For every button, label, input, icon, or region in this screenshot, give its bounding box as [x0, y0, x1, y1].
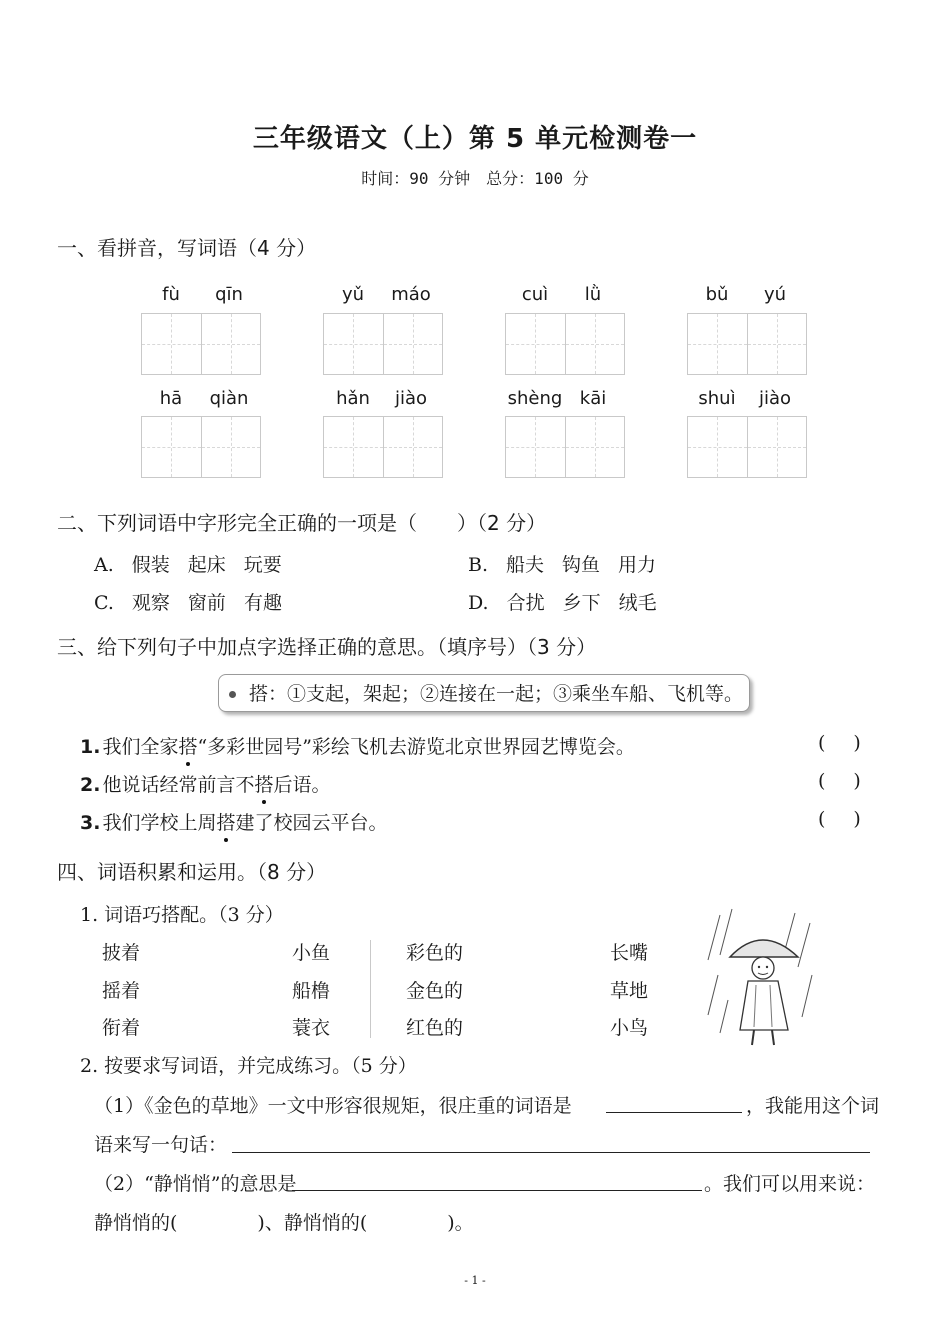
column-divider [370, 940, 371, 1038]
word-col2-2: 蓑衣 [292, 1017, 331, 1039]
tianzige-cell[interactable] [506, 314, 566, 374]
pinyin-syllable: bǔ [705, 284, 729, 305]
tianzige-cell[interactable] [384, 314, 443, 374]
child-in-rain-illustration [700, 905, 825, 1050]
option-b: B. 船夫 钩鱼 用力 [468, 554, 657, 576]
tianzige-cell[interactable] [688, 314, 748, 374]
tianzige-cell[interactable] [142, 417, 202, 477]
word-col4-2: 小鸟 [610, 1017, 649, 1039]
pinyin-syllable: lǜ [584, 284, 602, 305]
answer-blank-meaning[interactable] [292, 1190, 702, 1191]
word-col1-0: 披着 [102, 942, 141, 964]
pinyin-syllable: kāi [579, 388, 607, 409]
part2-heading: 2. 按要求写词语，并完成练习。（5 分） [80, 1055, 417, 1077]
pinyin-syllable: máo [391, 284, 431, 305]
tianzige-box[interactable] [687, 416, 807, 478]
pinyin-syllable: hā [159, 388, 183, 409]
question-1: 1. 我们全家搭“多彩世园号”彩绘飞机去游览北京世界园艺博览会。 [80, 736, 635, 758]
pinyin-syllable: jiào [758, 388, 792, 409]
word-col1-1: 摇着 [102, 980, 141, 1002]
tianzige-cell[interactable] [748, 314, 807, 374]
pinyin-syllable: cuì [521, 284, 549, 305]
dotted-char: 搭 [178, 736, 198, 758]
question-3: 3. 我们学校上周搭建了校园云平台。 [80, 812, 388, 834]
word-col2-0: 小鱼 [292, 942, 331, 964]
tianzige-box[interactable] [323, 313, 443, 375]
answer-blank-word[interactable] [606, 1112, 742, 1113]
pinyin-syllable: jiào [394, 388, 428, 409]
pinyin-syllable: qīn [215, 284, 243, 305]
tianzige-cell[interactable] [506, 417, 566, 477]
part2-q2-fill: 静悄悄的( )、静悄悄的( )。 [94, 1212, 474, 1234]
pinyin-syllable: yú [763, 284, 787, 305]
tianzige-box[interactable] [141, 416, 261, 478]
tianzige-cell[interactable] [566, 417, 625, 477]
word-col3-1: 金色的 [406, 980, 464, 1002]
part2-q1-text-c: 语来写一句话： [94, 1134, 228, 1156]
part2-q1-text-b: ，我能用这个词 [746, 1095, 880, 1117]
tianzige-box[interactable] [141, 313, 261, 375]
section3-heading: 三、给下列句子中加点字选择正确的意思。（填序号）（3 分） [57, 635, 597, 659]
pinyin-syllable: shuì [698, 388, 736, 409]
option-c: C. 观察 窗前 有趣 [94, 592, 282, 614]
tianzige-cell[interactable] [384, 417, 443, 477]
question-2: 2. 他说话经常前言不搭后语。 [80, 774, 331, 796]
tianzige-box[interactable] [687, 313, 807, 375]
tianzige-cell[interactable] [748, 417, 807, 477]
pinyin-syllable: hǎn [336, 388, 370, 409]
word-col3-2: 红色的 [406, 1017, 464, 1039]
section1-heading: 一、看拼音，写词语（4 分） [57, 236, 317, 260]
tianzige-box[interactable] [505, 313, 625, 375]
part2-q1-text: （1）《金色的草地》一文中形容很规矩，很庄重的词语是 [94, 1095, 572, 1117]
tianzige-cell[interactable] [142, 314, 202, 374]
answer-paren-2[interactable]: () [818, 770, 889, 792]
word-col1-2: 衔着 [102, 1017, 141, 1039]
tianzige-cell[interactable] [202, 417, 261, 477]
answer-blank-sentence[interactable] [232, 1152, 870, 1153]
tianzige-cell[interactable] [324, 314, 384, 374]
bullet-icon [229, 691, 236, 698]
page-number: - 1 - [464, 1274, 486, 1287]
option-a: A. 假装 起床 玩要 [94, 554, 282, 576]
word-col4-0: 长嘴 [610, 942, 649, 964]
tianzige-box[interactable] [505, 416, 625, 478]
part2-q2-text-b: 。我们可以用来说： [704, 1173, 876, 1195]
tianzige-cell[interactable] [688, 417, 748, 477]
word-col4-1: 草地 [610, 980, 649, 1002]
tianzige-cell[interactable] [566, 314, 625, 374]
tianzige-cell[interactable] [324, 417, 384, 477]
hint-box: 搭：①支起，架起；②连接在一起；③乘坐车船、飞机等。 [218, 674, 750, 712]
pinyin-syllable: yǔ [341, 284, 365, 305]
answer-paren-3[interactable]: () [818, 808, 889, 830]
tianzige-box[interactable] [323, 416, 443, 478]
part2-q2-text: （2）“静悄悄”的意思是 [94, 1173, 297, 1195]
pinyin-syllable: shèng [507, 388, 563, 409]
section2-heading: 二、下列词语中字形完全正确的一项是（ ）（2 分） [57, 511, 547, 535]
dotted-char: 搭 [216, 812, 236, 834]
word-col2-1: 船橹 [292, 980, 331, 1002]
pinyin-syllable: qiàn [209, 388, 249, 409]
pinyin-syllable: fù [162, 284, 180, 305]
page-title: 三年级语文（上）第 5 单元检测卷一 [252, 124, 698, 154]
dotted-char: 搭 [254, 774, 274, 796]
section4-heading: 四、词语积累和运用。（8 分） [57, 860, 327, 884]
word-col3-0: 彩色的 [406, 942, 464, 964]
tianzige-cell[interactable] [202, 314, 261, 374]
answer-paren-1[interactable]: () [818, 732, 889, 754]
exam-info: 时间：90 分钟 总分：100 分 [361, 169, 589, 188]
part1-heading: 1. 词语巧搭配。（3 分） [80, 904, 284, 926]
option-d: D. 合扰 乡下 绒毛 [468, 592, 657, 614]
